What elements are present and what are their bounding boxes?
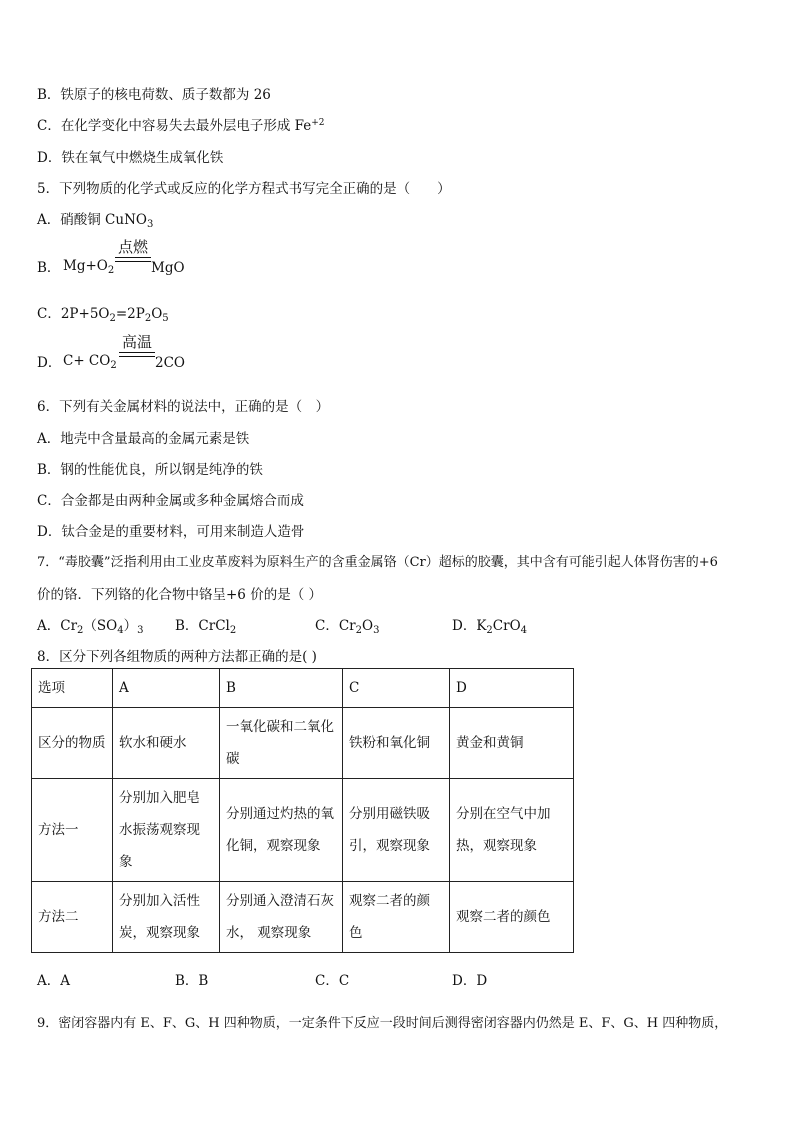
q5b-product: MgO xyxy=(151,260,185,276)
q8-option-a: A．A xyxy=(37,973,70,989)
table-header-cell: D xyxy=(450,669,574,708)
q7-stem-line2: 价的铬．下列铬的化合物中铬呈+6 价的是（ ） xyxy=(37,587,322,603)
q5d-label: D． xyxy=(37,355,62,371)
q5d-equals-bar xyxy=(119,352,155,357)
q5-option-b xyxy=(37,236,237,276)
table-cell: 分别用磁铁吸引，观察现象 xyxy=(343,779,450,882)
q7-option-b: B．CrCl$_2$ xyxy=(175,618,237,636)
q5-stem: 5．下列物质的化学式或反应的化学方程式书写完全正确的是（ ） xyxy=(37,181,451,197)
table-cell: 分别加入肥皂水振荡观察现象 xyxy=(113,779,220,882)
q8-option-d: D．D xyxy=(452,973,488,989)
q4c-charge: +2 xyxy=(311,118,325,128)
q8-option-c: C．C xyxy=(315,973,350,989)
q5b-label: B． xyxy=(37,260,61,276)
table-header-cell: C xyxy=(343,669,450,708)
q4-option-d: D．铁在氧气中燃烧生成氧化铁 xyxy=(37,150,224,166)
table-cell: 一氧化碳和二氧化碳 xyxy=(220,708,343,779)
q5d-product: 2CO xyxy=(155,355,185,371)
table-row xyxy=(32,708,574,779)
q8-comparison-table xyxy=(31,668,574,953)
q5-option-c: C．$2P+5O_2=2P_2O_5$ xyxy=(37,306,169,324)
table-cell: 分别通过灼热的氧化铜，观察现象 xyxy=(220,779,343,882)
q6-option-c: C．合金都是由两种金属或多种金属熔合而成 xyxy=(37,493,304,509)
q5d-condition: 高温 xyxy=(121,333,152,351)
q6-option-a: A．地壳中含量最高的金属元素是铁 xyxy=(37,431,250,447)
table-row xyxy=(32,779,574,882)
table-cell: 分别通入澄清石灰水， 观察现象 xyxy=(220,882,343,953)
q4-option-b: B．铁原子的核电荷数、质子数都为 26 xyxy=(37,87,271,103)
q9-stem: 9．密闭容器内有 E、F、G、H 四种物质，一定条件下反应一段时间后测得密闭容器内仍然是 E、F、G、H 四种物质， xyxy=(37,1016,728,1031)
table-header-cell: 选项 xyxy=(32,669,113,708)
q7-stem-line1: 7．“毒胶囊”泛指利用由工业皮革废料为原料生产的含重金属铬（Cr）超标的胶囊，其中含有可能引起人体肾伤害的+6 xyxy=(37,555,718,570)
table-header-cell: A xyxy=(113,669,220,708)
table-cell: 方法一 xyxy=(32,779,113,882)
table-header-row xyxy=(32,669,574,708)
q8-stem: 8．区分下列各组物质的两种方法都正确的是( ) xyxy=(37,649,317,665)
q5-option-a xyxy=(37,208,153,230)
q4c-text: C．在化学变化中容易失去最外层电子形成 Fe xyxy=(37,118,312,134)
q6-option-b: B．钢的性能优良，所以钢是纯净的铁 xyxy=(37,462,263,478)
q8-answer-options xyxy=(37,969,537,991)
q7-option-a: A．$Cr_2(SO_4)_3$ xyxy=(37,618,144,636)
q4-option-c xyxy=(37,114,325,134)
table-cell: 黄金和黄铜 xyxy=(450,708,574,779)
table-cell: 区分的物质 xyxy=(32,708,113,779)
q6-option-d: D．钛合金是的重要材料，可用来制造人造骨 xyxy=(37,524,305,540)
q5b-condition: 点燃 xyxy=(117,238,148,256)
table-cell: 观察二者的颜色 xyxy=(450,882,574,953)
table-cell: 方法二 xyxy=(32,882,113,953)
q6-stem: 6．下列有关金属材料的说法中，正确的是（ ） xyxy=(37,399,330,415)
q7-options xyxy=(37,614,577,636)
table-row xyxy=(32,882,574,953)
table-cell: 分别在空气中加热，观察现象 xyxy=(450,779,574,882)
table-header-cell: B xyxy=(220,669,343,708)
q5b-equals-bar xyxy=(115,257,151,262)
q5a-text: A．硝酸铜 CuNO xyxy=(37,212,147,228)
q5d-reactants: $C+ CO_2$ xyxy=(63,353,117,371)
q5a-sub: 3 xyxy=(146,219,154,230)
q5-option-d xyxy=(37,331,237,371)
q7-option-d: D．$K_2CrO_4$ xyxy=(452,618,528,636)
table-cell: 观察二者的颜色 xyxy=(343,882,450,953)
q5b-reactants: $Mg+O_2$ xyxy=(63,258,115,276)
table-cell: 分别加入活性炭，观察现象 xyxy=(113,882,220,953)
table-cell: 铁粉和氧化铜 xyxy=(343,708,450,779)
table-cell: 软水和硬水 xyxy=(113,708,220,779)
q7-option-c: C．$Cr_2O_3$ xyxy=(315,618,380,636)
q8-option-b: B．B xyxy=(175,973,209,989)
